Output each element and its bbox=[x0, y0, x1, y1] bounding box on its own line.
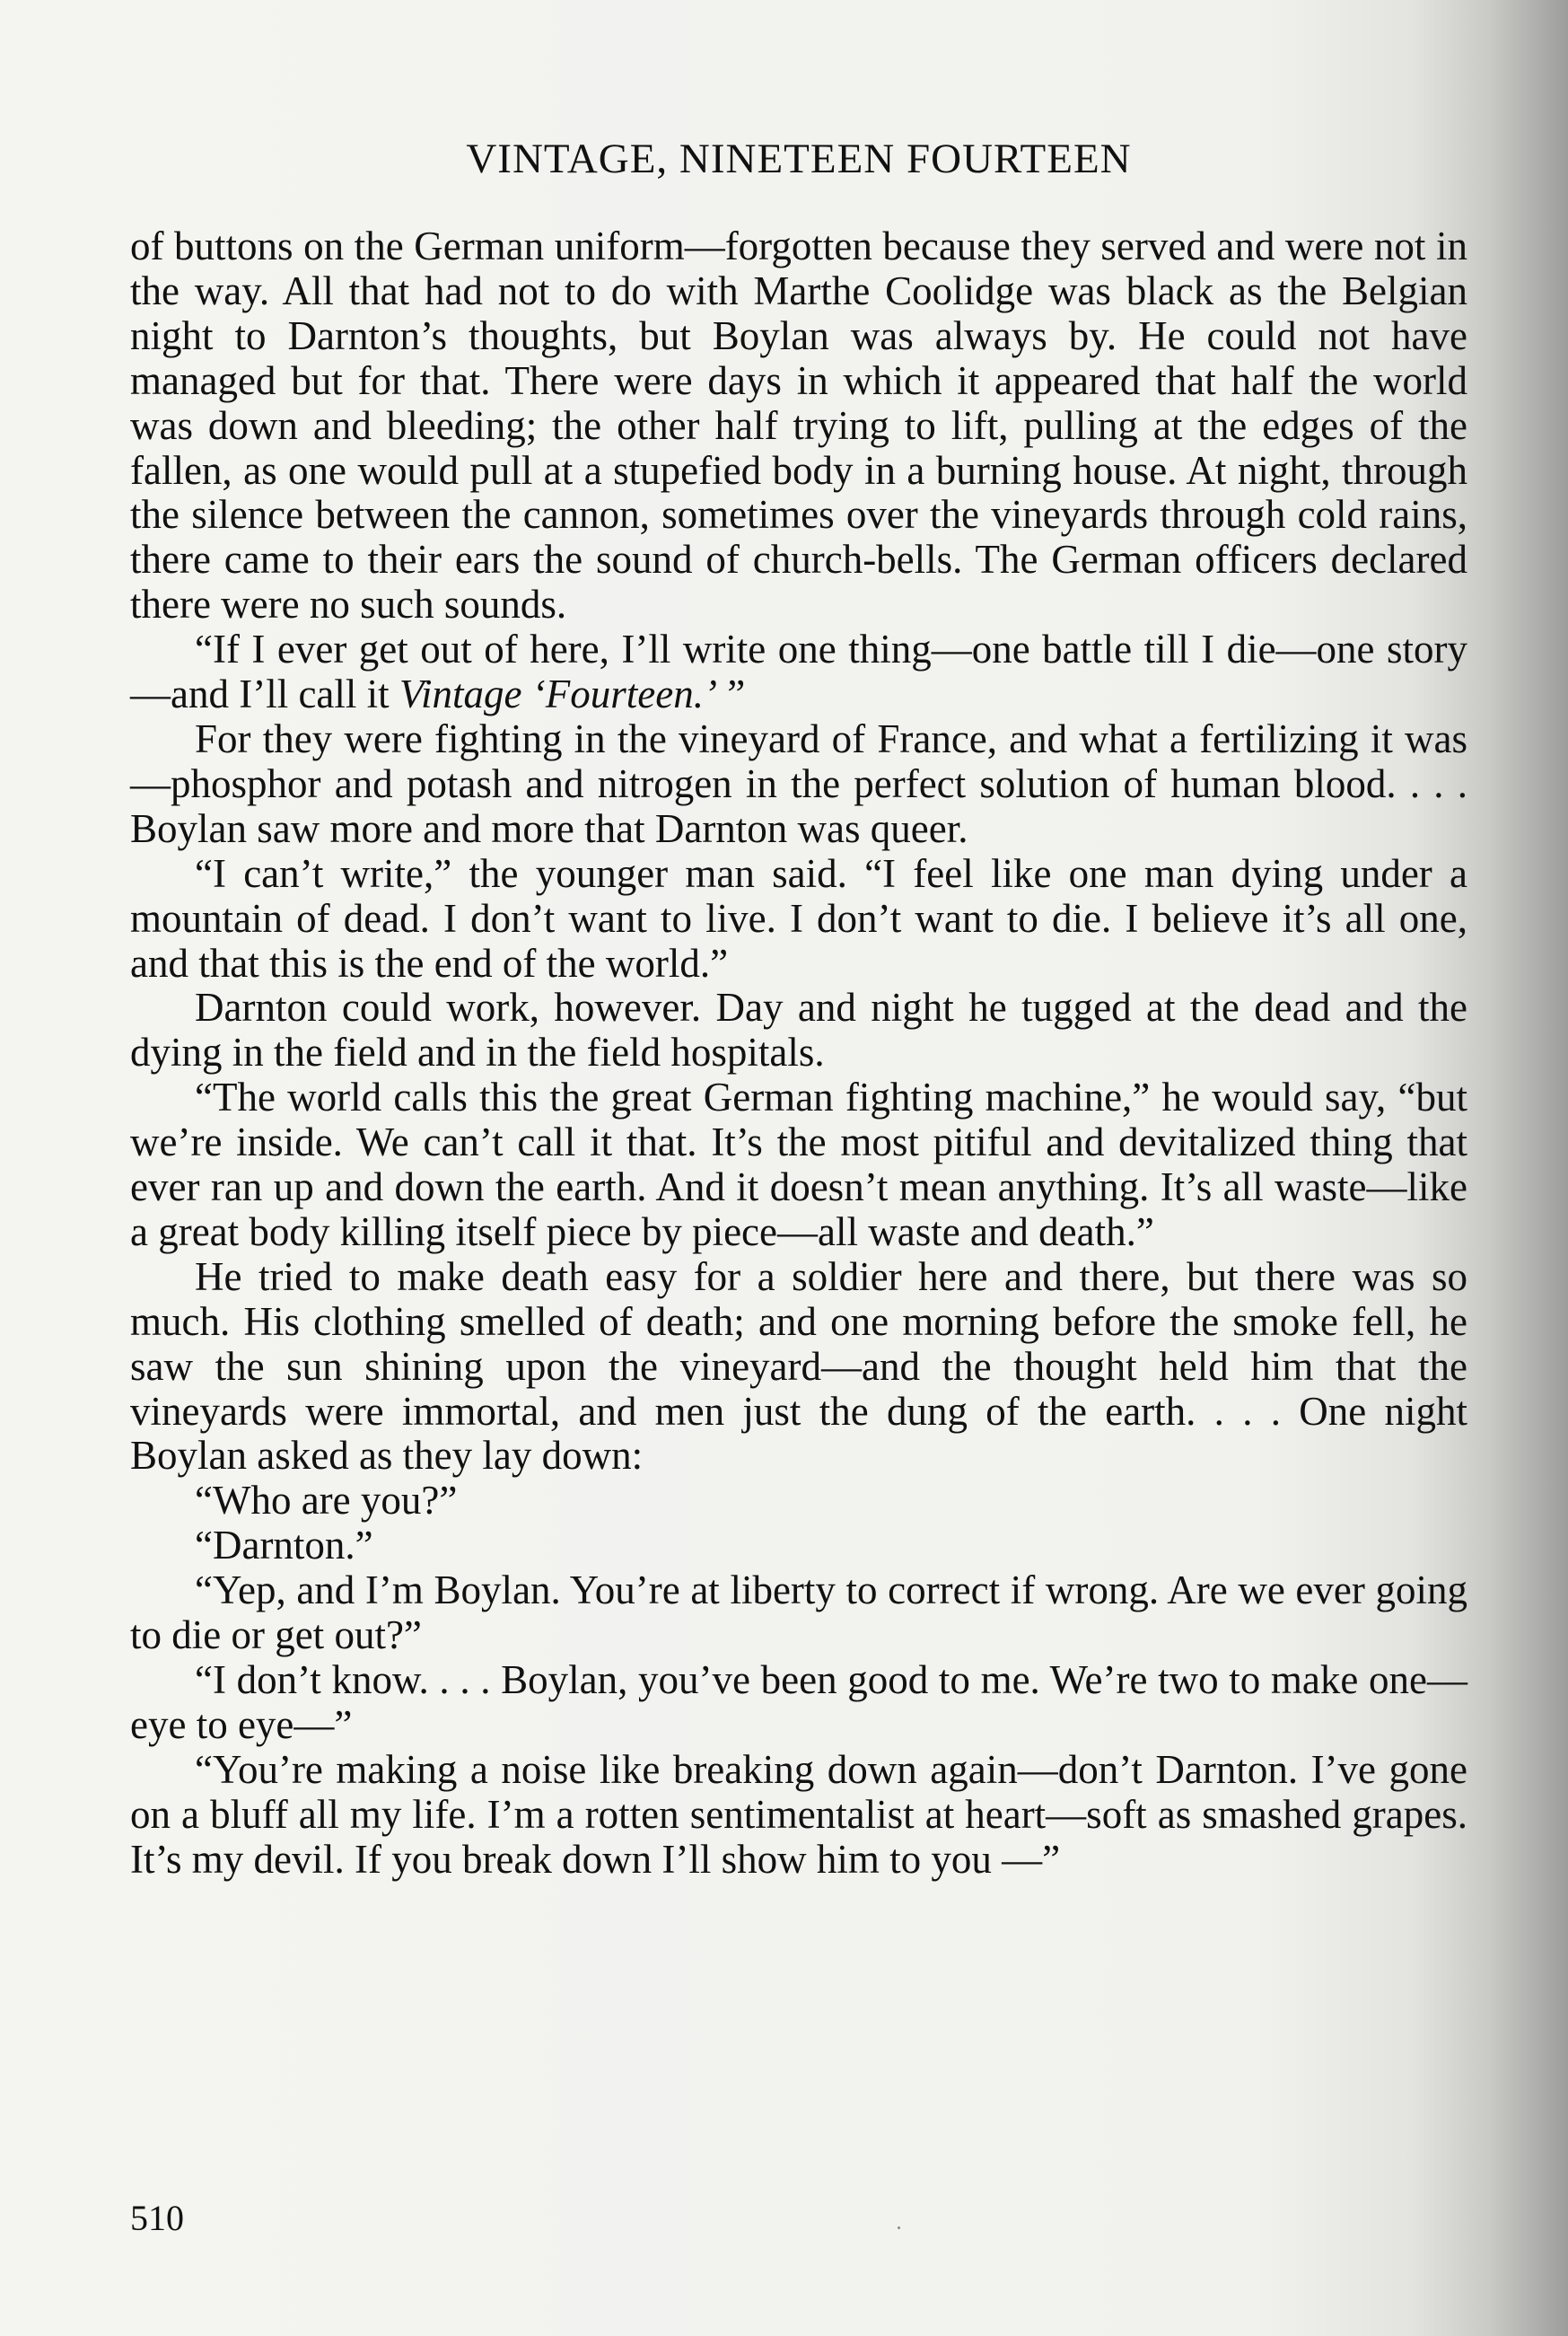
paragraph: “I don’t know. . . . Boylan, you’ve been good to me. We’re two to make one—eye to eye—” bbox=[130, 1657, 1467, 1747]
paragraph: “I can’t write,” the younger man said. “I feel like one man dying under a mountain of dead. I don’t want to live. I don’t want to die. I believe it’s all one, and that this is the end of the world.” bbox=[130, 850, 1467, 986]
paragraph bbox=[130, 628, 1467, 717]
running-head: VINTAGE, NINETEEN FOURTEEN bbox=[466, 136, 1132, 182]
scan-speck bbox=[898, 2226, 900, 2229]
paragraph: of buttons on the German uniform—forgotten because they served and were not in the way. All that had not to do with Marthe Coolidge was black as the Belgian night to Darnton’s thoughts, but Boylan was always by. He could not have managed but for that. There were days in which it appeared that half the world was down and bleeding; the other half trying to lift, pulling at the edges of the fallen, as one would pull at a stupefied body in a burning house. At night, through the silence between the cannon, sometimes over the vineyards through cold rains, there came to their ears the sound of church-bells. The German officers declared there were no such sounds. bbox=[130, 224, 1467, 628]
paragraph: “Darnton.” bbox=[195, 1523, 373, 1568]
paragraph: “The world calls this the great German fighting machine,” he would say, “but we’re inside. We can’t call it that. It’s the most pitiful and devitalized thing that ever ran up and down the earth. And it doesn’t mean anything. It’s all waste—like a great body killing itself piece by piece—all waste and death.” bbox=[130, 1075, 1467, 1254]
paragraph-text: “If I ever get out of here, I’ll write one thing—one battle till I die—one story—and I’ll call it bbox=[130, 627, 1467, 717]
paragraph: “Who are you?” bbox=[195, 1478, 458, 1524]
italic-title: Vintage ‘Fourteen.’ bbox=[399, 672, 717, 717]
paragraph: “You’re making a noise like breaking down again—don’t Darnton. I’ve gone on a bluff all my life. I’m a rotten sentimentalist at heart—soft as smashed grapes. It’s my devil. If you break down I’ll show him to you —” bbox=[130, 1746, 1467, 1882]
paragraph: Darnton could work, however. Day and night he tugged at the dead and the dying in the field and in the field hospitals. bbox=[130, 985, 1467, 1076]
paragraph: For they were fighting in the vineyard of France, and what a fertilizing it was—phosphor and potash and nitrogen in the perfect solution of human blood. . . . Boylan saw more and more that Darnton was queer. bbox=[130, 716, 1467, 851]
page-number: 510 bbox=[130, 2198, 184, 2238]
paragraph: He tried to make death easy for a soldier here and there, but there was so much. His clothing smelled of death; and one morning before the smoke fell, he saw the sun shining upon the vineyard—and the thought held him that the vineyards were immortal, and men just the dung of the earth. . . . One night Boylan asked as they lay down: bbox=[130, 1253, 1467, 1479]
paragraph: “Yep, and I’m Boylan. You’re at liberty to correct if wrong. Are we ever going to die or get out?” bbox=[130, 1568, 1467, 1658]
closing-quote: ” bbox=[716, 672, 746, 717]
body-text bbox=[130, 224, 1467, 1883]
